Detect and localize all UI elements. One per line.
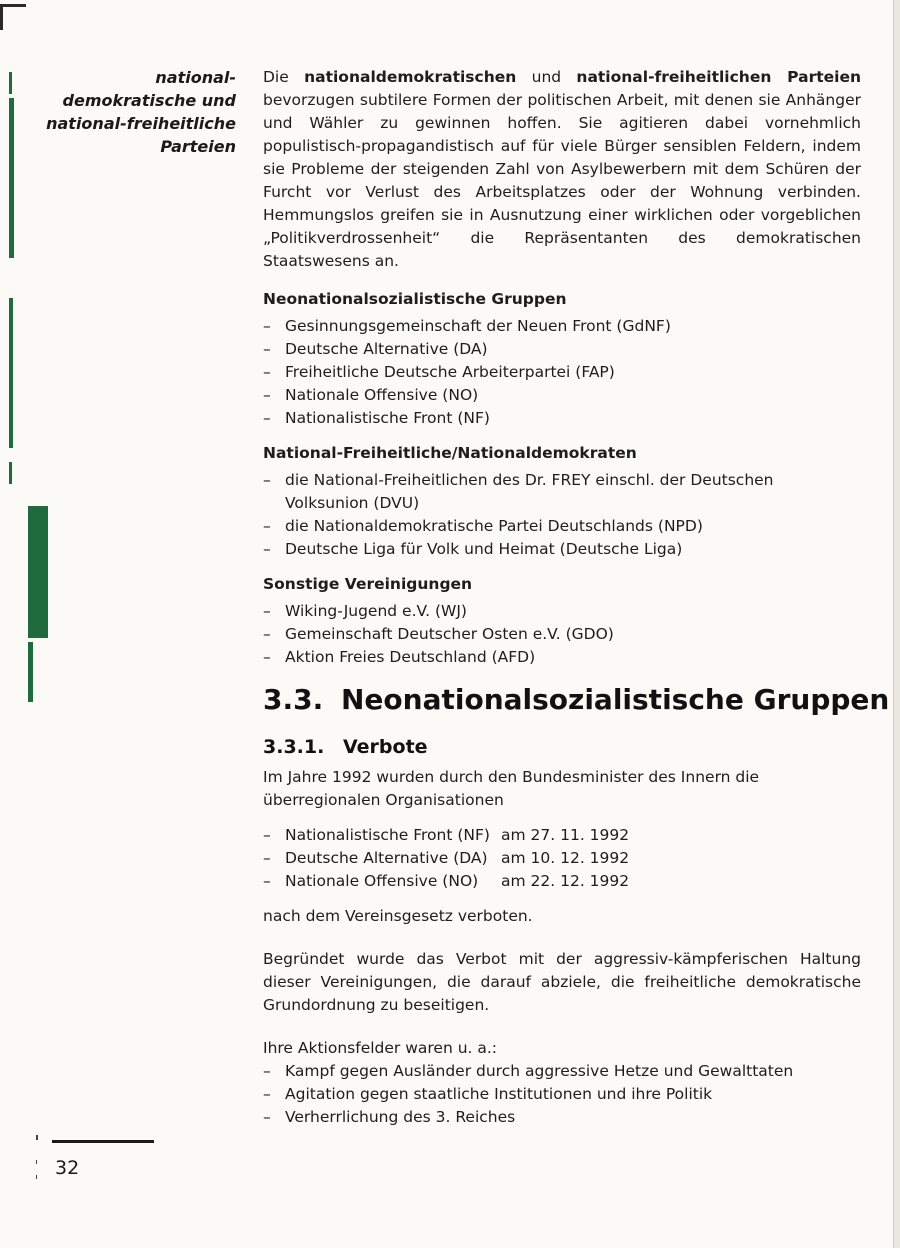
section-heading <box>263 682 889 718</box>
margin-color-strip <box>28 642 33 702</box>
group-list <box>263 600 861 669</box>
scan-corner-mark <box>0 4 26 7</box>
footer-rule <box>52 1140 154 1143</box>
list-item: – Gemeinschaft Deutscher Osten e.V. (GDO) <box>263 623 861 646</box>
margin-note-line: national-freiheitliche <box>46 114 236 133</box>
list-item: – die Nationaldemokratische Partei Deutschlands (NPD) <box>263 515 861 538</box>
margin-color-block <box>28 506 48 638</box>
margin-color-strip <box>9 98 14 258</box>
group-list <box>263 469 861 561</box>
activities-intro: Ihre Aktionsfelder waren u. a.: <box>263 1039 498 1057</box>
ban-date: am 10. 12. 1992 <box>501 849 630 867</box>
group-heading: Neonationalsozialistische Gruppen <box>263 290 567 308</box>
scan-speck <box>36 1135 38 1140</box>
list-item: – Aktion Freies Deutschland (AFD) <box>263 646 861 669</box>
list-item: – Nationale Offensive (NO) <box>263 384 861 407</box>
list-item: – Nationalistische Front (NF) <box>263 407 861 430</box>
page-number: 32 <box>55 1157 80 1179</box>
scan-speck <box>36 1160 37 1164</box>
main-column <box>263 66 861 669</box>
group-list <box>263 315 861 430</box>
list-item: – Deutsche Liga für Volk und Heimat (Deutsche Liga) <box>263 538 861 561</box>
intro-body: bevorzugen subtilere Formen der politischen Arbeit, mit denen sie Anhänger und Wähler zu gewinnen hoffen. Sie agitieren dabei vornehmlich populistisch-propagandistisch auf für viele Bürger sensiblen Feldern, indem sie Probleme der steigenden Zahl von Asylbewerbern mit dem Schüren der Furcht vor Verlust des Arbeitsplatzes oder der Wohnung verbinden. Hemmungslos greifen sie in Ausnutzung einer wirklichen oder vorgeblichen „Politikverdrossenheit“ die Repräsentanten des demokratischen Staatswesens an. <box>263 91 861 270</box>
reason-paragraph: Begründet wurde das Verbot mit der aggressiv-kämpferischen Haltung dieser Vereinigungen, die darauf abziele, die freiheitliche demokratische Grundordnung zu beseitigen. <box>263 950 861 1014</box>
margin-color-strip <box>9 462 12 484</box>
margin-note-line: Parteien <box>160 137 236 156</box>
ban-outro: nach dem Vereinsgesetz verboten. <box>263 907 533 925</box>
intro-bold-term: nationaldemokratischen <box>304 68 517 86</box>
scan-speck <box>36 1175 37 1179</box>
group-heading: Sonstige Vereinigungen <box>263 575 473 593</box>
margin-note-line: national- <box>155 68 236 87</box>
list-item: – Freiheitliche Deutsche Arbeiterpartei (FAP) <box>263 361 861 384</box>
activities-list <box>263 1060 861 1129</box>
intro-bold-term: national-freiheitlichen Parteien <box>576 68 861 86</box>
ban-organisation: Deutsche Alternative (DA) <box>285 849 488 867</box>
margin-note-line: demokratische und <box>62 91 236 110</box>
ban-date: am 22. 12. 1992 <box>501 872 630 890</box>
scan-corner-mark <box>0 4 3 30</box>
list-item: – Kampf gegen Ausländer durch aggressive Hetze und Gewalttaten <box>263 1060 861 1083</box>
subsection-heading <box>263 734 428 760</box>
intro-paragraph <box>263 66 861 273</box>
ban-organisation: Nationalistische Front (NF) <box>285 826 490 844</box>
margin-color-strip <box>9 72 12 94</box>
intro-connector: und <box>516 68 577 86</box>
list-item: – Wiking-Jugend e.V. (WJ) <box>263 600 861 623</box>
group-heading: National-Freiheitliche/Nationaldemokraten <box>263 444 637 462</box>
list-item: – Verherrlichung des 3. Reiches <box>263 1106 861 1129</box>
subsection-title: Verbote <box>343 736 428 758</box>
page-edge-line <box>893 0 894 1248</box>
ban-organisation: Nationale Offensive (NO) <box>285 872 479 890</box>
verbote-section <box>263 766 861 1129</box>
dash-marker: – <box>263 872 271 890</box>
dash-marker: – <box>263 826 271 844</box>
ban-row <box>263 847 861 870</box>
list-item: – Deutsche Alternative (DA) <box>263 338 861 361</box>
ban-row <box>263 824 861 847</box>
ban-row <box>263 870 861 893</box>
page-edge-shadow <box>894 0 900 1248</box>
intro-lead: Die <box>263 68 305 86</box>
ban-date: am 27. 11. 1992 <box>501 826 630 844</box>
section-number: 3.3. <box>263 683 324 716</box>
list-item: – Gesinnungsgemeinschaft der Neuen Front (GdNF) <box>263 315 861 338</box>
section-title: Neonationalsozialistische Gruppen <box>341 683 890 716</box>
ban-list <box>263 824 861 893</box>
subsection-number: 3.3.1. <box>263 736 325 758</box>
list-item: – die National-Freiheitlichen des Dr. FREY einschl. der Deutschen Volksunion (DVU) <box>263 469 861 515</box>
dash-marker: – <box>263 849 271 867</box>
margin-note <box>40 66 236 158</box>
margin-color-strip <box>9 298 13 448</box>
list-item: – Agitation gegen staatliche Institutionen und ihre Politik <box>263 1083 861 1106</box>
ban-intro: Im Jahre 1992 wurden durch den Bundesminister des Innern die überregionalen Organisationen <box>263 768 760 809</box>
